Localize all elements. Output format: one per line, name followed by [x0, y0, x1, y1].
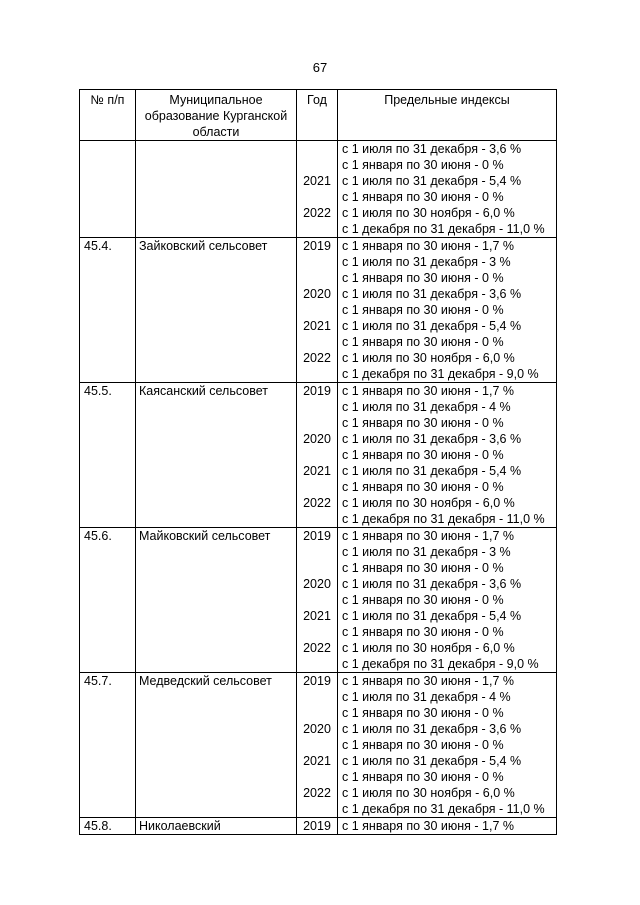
year-cell — [297, 238, 338, 383]
index-line: с 1 июля по 31 декабря - 3 % — [342, 255, 511, 269]
index-line: с 1 января по 30 июня - 0 % — [342, 561, 504, 575]
index-line: с 1 июля по 30 ноября - 6,0 % — [342, 351, 515, 365]
index-line: с 1 июля по 31 декабря - 3,6 % — [342, 577, 522, 591]
index-line: с 1 июля по 31 декабря - 4 % — [342, 690, 511, 704]
year-label: 2022 — [303, 641, 331, 655]
year-cell — [297, 141, 338, 238]
limit-indexes-table — [79, 89, 557, 835]
index-line: с 1 января по 30 июня - 0 % — [342, 593, 504, 607]
row-number: 45.5. — [80, 383, 136, 528]
index-line: с 1 декабря по 31 декабря - 9,0 % — [342, 367, 539, 381]
year-cell — [297, 528, 338, 673]
index-line: с 1 декабря по 31 декабря - 9,0 % — [342, 657, 539, 671]
table-row — [80, 141, 557, 238]
index-line: с 1 июля по 31 декабря - 5,4 % — [342, 609, 522, 623]
year-label: 2019 — [303, 384, 331, 398]
index-line: с 1 января по 30 июня - 0 % — [342, 448, 504, 462]
year-label: 2020 — [303, 287, 331, 301]
header-municipality: Муниципальное образование Курганской области — [136, 90, 297, 141]
indexes-cell — [338, 818, 557, 835]
index-line: с 1 июля по 30 ноября - 6,0 % — [342, 496, 515, 510]
page-number: 67 — [312, 60, 328, 75]
index-line: с 1 декабря по 31 декабря - 11,0 % — [342, 802, 545, 816]
table-row — [80, 238, 557, 383]
index-line: с 1 июля по 31 декабря - 3,6 % — [342, 722, 522, 736]
year-label: 2019 — [303, 239, 331, 253]
year-label: 2020 — [303, 577, 331, 591]
index-line: с 1 июля по 30 ноября - 6,0 % — [342, 641, 515, 655]
year-label: 2021 — [303, 464, 331, 478]
year-label: 2022 — [303, 351, 331, 365]
index-line: с 1 января по 30 июня - 0 % — [342, 190, 504, 204]
row-number — [80, 141, 136, 238]
year-label: 2021 — [303, 754, 331, 768]
index-line: с 1 января по 30 июня - 0 % — [342, 303, 504, 317]
index-line: с 1 января по 30 июня - 0 % — [342, 335, 504, 349]
indexes-cell — [338, 528, 557, 673]
year-cell — [297, 818, 338, 835]
index-line: с 1 января по 30 июня - 1,7 % — [342, 819, 514, 833]
index-line: с 1 января по 30 июня - 0 % — [342, 738, 504, 752]
municipality-name: Майковский сельсовет — [136, 528, 297, 673]
index-line: с 1 июля по 31 декабря - 5,4 % — [342, 174, 522, 188]
header-num: № п/п — [80, 90, 136, 141]
header-year: Год — [297, 90, 338, 141]
index-line: с 1 декабря по 31 декабря - 11,0 % — [342, 222, 545, 236]
index-line: с 1 января по 30 июня - 0 % — [342, 706, 504, 720]
municipality-name: Медведский сельсовет — [136, 673, 297, 818]
index-line: с 1 декабря по 31 декабря - 11,0 % — [342, 512, 545, 526]
municipality-name: Каясанский сельсовет — [136, 383, 297, 528]
index-line: с 1 января по 30 июня - 1,7 % — [342, 384, 514, 398]
year-label: 2020 — [303, 432, 331, 446]
header-indexes: Предельные индексы — [338, 90, 557, 141]
year-cell — [297, 673, 338, 818]
year-label: 2019 — [303, 529, 331, 543]
indexes-cell — [338, 673, 557, 818]
table-row — [80, 528, 557, 673]
year-label: 2021 — [303, 174, 331, 188]
table-row — [80, 818, 557, 835]
row-number: 45.7. — [80, 673, 136, 818]
index-line: с 1 июля по 31 декабря - 4 % — [342, 400, 511, 414]
indexes-cell — [338, 383, 557, 528]
year-label: 2021 — [303, 609, 331, 623]
year-label: 2022 — [303, 786, 331, 800]
index-line: с 1 июля по 31 декабря - 3,6 % — [342, 287, 522, 301]
table-header-row — [80, 90, 557, 141]
year-label: 2019 — [303, 674, 331, 688]
row-number: 45.8. — [80, 818, 136, 835]
index-line: с 1 июля по 31 декабря - 5,4 % — [342, 319, 522, 333]
index-line: с 1 января по 30 июня - 0 % — [342, 480, 504, 494]
index-line: с 1 июля по 30 ноября - 6,0 % — [342, 786, 515, 800]
index-line: с 1 января по 30 июня - 1,7 % — [342, 529, 514, 543]
row-number: 45.4. — [80, 238, 136, 383]
year-label: 2021 — [303, 319, 331, 333]
index-line: с 1 января по 30 июня - 0 % — [342, 416, 504, 430]
index-line: с 1 июля по 30 ноября - 6,0 % — [342, 206, 515, 220]
index-line: с 1 июля по 31 декабря - 5,4 % — [342, 754, 522, 768]
index-line: с 1 января по 30 июня - 1,7 % — [342, 674, 514, 688]
index-line: с 1 июля по 31 декабря - 3,6 % — [342, 142, 522, 156]
index-line: с 1 января по 30 июня - 0 % — [342, 158, 504, 172]
index-line: с 1 июля по 31 декабря - 5,4 % — [342, 464, 522, 478]
index-line: с 1 января по 30 июня - 0 % — [342, 271, 504, 285]
index-line: с 1 января по 30 июня - 0 % — [342, 625, 504, 639]
table-row — [80, 673, 557, 818]
indexes-cell — [338, 141, 557, 238]
index-line: с 1 января по 30 июня - 0 % — [342, 770, 504, 784]
municipality-name — [136, 141, 297, 238]
municipality-name: Зайковский сельсовет — [136, 238, 297, 383]
row-number: 45.6. — [80, 528, 136, 673]
year-cell — [297, 383, 338, 528]
table-body — [80, 141, 557, 835]
year-label: 2020 — [303, 722, 331, 736]
year-label: 2022 — [303, 496, 331, 510]
index-line: с 1 января по 30 июня - 1,7 % — [342, 239, 514, 253]
table-row — [80, 383, 557, 528]
municipality-name: Николаевский — [136, 818, 297, 835]
year-label: 2022 — [303, 206, 331, 220]
indexes-cell — [338, 238, 557, 383]
index-line: с 1 июля по 31 декабря - 3,6 % — [342, 432, 522, 446]
year-label: 2019 — [303, 819, 331, 833]
index-line: с 1 июля по 31 декабря - 3 % — [342, 545, 511, 559]
